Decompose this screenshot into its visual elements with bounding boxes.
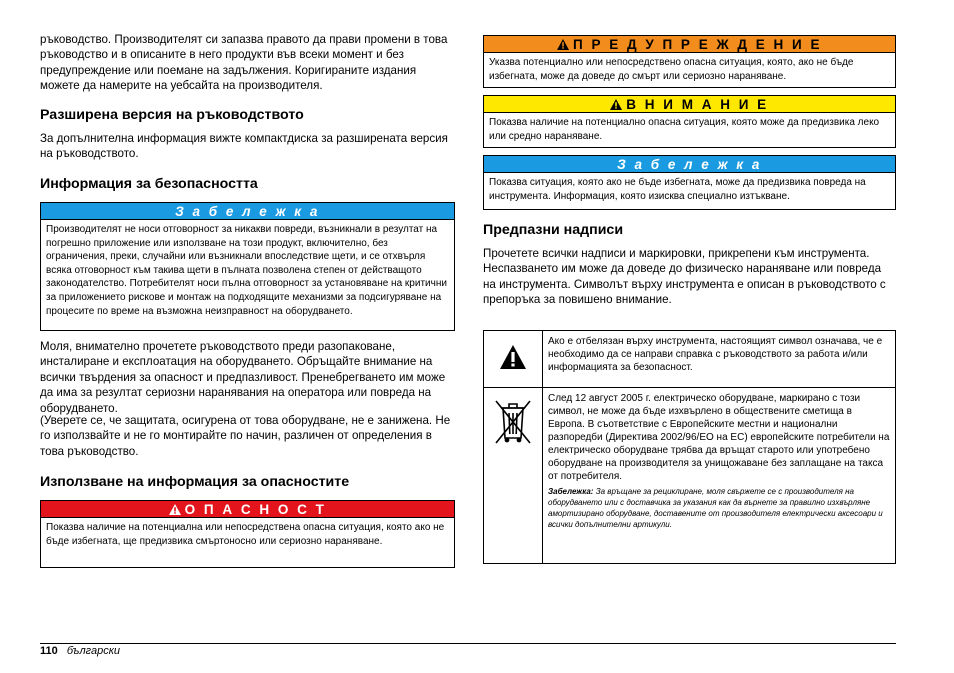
note-box-liability: [40, 202, 455, 331]
caution-text: Показва наличие на потенциално опасна ситуация, която може да предизвика леко или средно нараняване.: [489, 117, 880, 142]
section-title-safety: Информация за безопасността: [40, 176, 258, 192]
warning-header-label: П Р Е Д У П Р Е Ж Д Е Н И Е: [573, 37, 822, 52]
warning-triangle-icon: [169, 504, 181, 515]
warning-box: [483, 35, 896, 88]
caution-header: [484, 96, 895, 113]
warning-triangle-icon: [499, 344, 527, 370]
section-title-extended-manual: Разширена версия на ръководството: [40, 107, 304, 123]
symbol-cell: [484, 388, 543, 564]
read-manual-paragraph: Моля, внимателно прочетете ръководството преди разопаковане, инсталиране и експлоатация на оборудването. Обръщайте внимание на всички твърдения за опасност и предпазливост. Пренебрегването им може да има за резултат сериозни наранявания на оператора или повреда на оборудването.: [40, 340, 446, 415]
note-text: Производителят не носи отговорност за никакви повреди, възникнали в резултат на погрешно приложение или използване на този продукт, включително, без ограничения, преки, случайни или възникнали впоследствие щети, и се отхвърля всяка отговорност към такива щети в пълната позволена степен от действащото законодателство. Потребителят носи пълна отговорност за установяване на критични за приложението рискове и монтаж на подходящите механизми за подсигуряване на процесите по време на възможна неизправност на оборудването.: [46, 224, 447, 317]
extended-manual-text: За допълнителна информация вижте компактдиска за разширената версия на ръководството.: [40, 132, 448, 161]
symbol-row: [484, 388, 896, 564]
symbol-description: Ако е отбелязан върху инструмента, настоящият символ означава, че е необходимо да се направи справка с ръководството за работа и/или информацията за безопасност.: [543, 331, 896, 388]
symbol-cell: [484, 331, 543, 388]
footer-divider: [40, 643, 896, 644]
caution-header-label: В Н И М А Н И Е: [626, 97, 769, 112]
symbols-table: [483, 330, 896, 564]
caution-box: [483, 95, 896, 148]
weee-note: Забележка: За връщане за рециклиране, моля свържете се с производителя на оборудването или с доставчика за указания как да върнете за правилно изхвърляне амортизирано оборудване, доставените от производителя електрически аксесоари и всички допълнителни артикули.: [548, 487, 883, 529]
page-footer: [40, 644, 120, 658]
note-box-damage: [483, 155, 896, 210]
note-header: З а б е л е ж к а: [41, 203, 454, 220]
note-header: З а б е л е ж к а: [484, 156, 895, 173]
danger-text: Показва наличие на потенциална или непосредствена опасна ситуация, която ако не бъде избегната, ще предизвика смъртоносно или сериозно нараняване.: [46, 522, 445, 547]
section-title-hazard-info: Използване на информация за опасностите: [40, 474, 350, 490]
footer-language: български: [66, 645, 121, 657]
warning-triangle-icon: [557, 39, 569, 50]
warning-header: [484, 36, 895, 53]
page-number: 110: [40, 645, 58, 657]
danger-box: [40, 500, 455, 568]
note-text: Показва ситуация, която ако не бъде избегната, може да предизвика повреда на инструмента. Информация, която изисква специално изтъкване.: [489, 177, 866, 202]
protection-paragraph: (Уверете се, че защитата, осигурена от това оборудване, не е занижена. Не го използвайте и не го монтирайте по начин, различен от определения в това ръководство.: [40, 414, 451, 458]
danger-header: [41, 501, 454, 518]
warning-text: Указва потенциално или непосредствено опасна ситуация, която, ако не бъде избегната, може да доведе до смърт или сериозно нараняване.: [489, 57, 854, 82]
section-title-safety-labels: Предпазни надписи: [483, 222, 624, 238]
danger-header-label: О П А С Н О С Т: [184, 502, 327, 517]
crossed-out-bin-icon: [493, 398, 533, 448]
symbol-description: След 12 август 2005 г. електрическо оборудване, маркирано с този символ, не може да бъде изхвърлено в обществените сметища в Европа. В съответствие с Европейските местни и национални разпоредби (Директива 2002/96/ЕО на ЕС) европейските потребители на електрическо оборудване трябва да връщат старото или употребено оборудване на производителя за унищожаване без заплащане на такса от потребителя. Забележка: За връщане за рециклиране, моля свържете се с производителя на оборудването или с доставчика за указания как да върнете за правилно изхвърляне амортизирано оборудване, доставените от производителя електрически аксесоари и всички допълнителни артикули.: [543, 388, 896, 564]
symbol-row: [484, 331, 896, 388]
warning-triangle-icon: [610, 99, 622, 110]
intro-paragraph: ръководство. Производителят си запазва правото да прави промени в това ръководство и в описаните в него продукти във всеки момент и без предупреждение или поемане на задължения. Коригираните издания можете да намерите на уебсайта на производителя.: [40, 33, 448, 93]
safety-labels-text: Прочетете всички надписи и маркировки, прикрепени към инструмента. Неспазването им може да доведе до физическо нараняване или повреда на инструмента. Символът върху инструмента е описан в ръководството с препоръка за повишено внимание.: [483, 247, 886, 307]
